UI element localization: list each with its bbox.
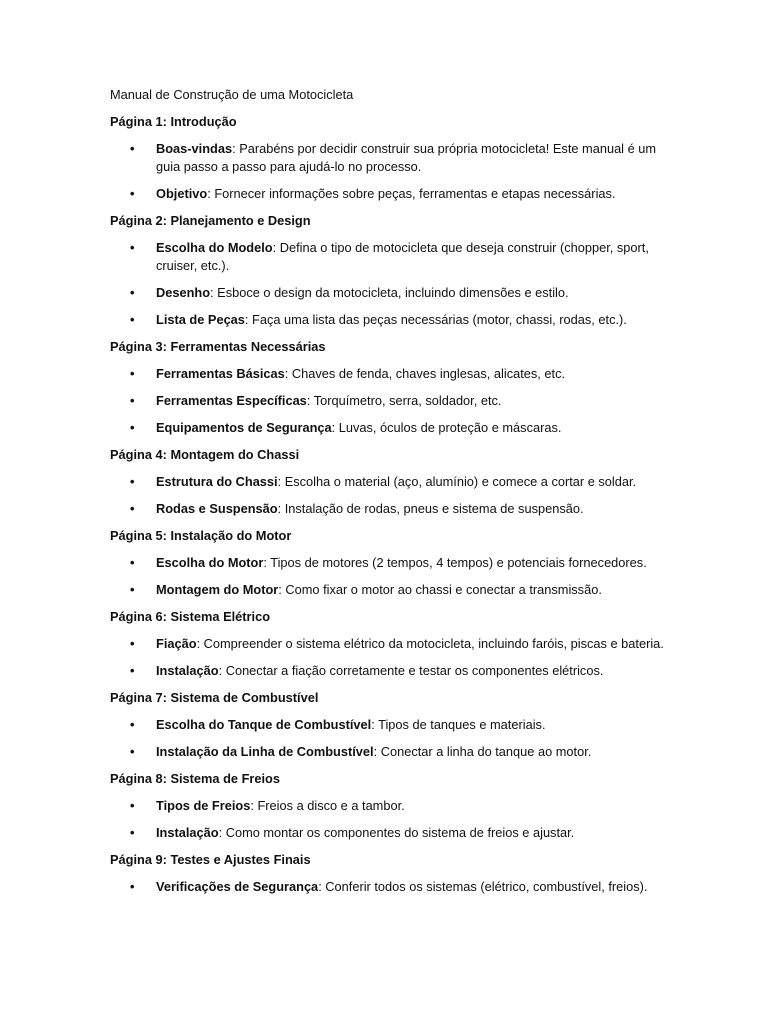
bullet-text: : Conferir todos os sistemas (elétrico, combustível, freios). xyxy=(318,879,648,894)
page-heading: Página 9: Testes e Ajustes Finais xyxy=(110,852,311,867)
bullet-term: Boas-vindas xyxy=(156,141,233,156)
bullet-text: : Escolha o material (aço, alumínio) e comece a cortar e soldar. xyxy=(277,474,637,489)
bullet-icon: • xyxy=(130,285,135,300)
bullet-term: Escolha do Tanque de Combustível xyxy=(156,717,372,732)
list-item xyxy=(110,662,670,680)
bullet-icon: • xyxy=(130,420,135,435)
page-heading: Página 1: Introdução xyxy=(110,114,237,129)
bullet-icon: • xyxy=(130,636,135,651)
bullet-text: : Instalação de rodas, pneus e sistema de suspensão. xyxy=(277,501,584,516)
bullet-term: Verificações de Segurança xyxy=(156,879,319,894)
list-item xyxy=(110,716,670,734)
bullet-term: Fiação xyxy=(156,636,197,651)
document-sections xyxy=(110,113,670,896)
bullet-term: Ferramentas Básicas xyxy=(156,366,285,381)
list-item xyxy=(110,743,670,761)
bullet-term: Rodas e Suspensão xyxy=(156,501,278,516)
list-item xyxy=(110,140,670,176)
list-item xyxy=(110,581,670,599)
document-body xyxy=(110,86,670,905)
page-heading: Página 5: Instalação do Motor xyxy=(110,528,292,543)
bullet-icon: • xyxy=(130,366,135,381)
page-section xyxy=(110,212,670,329)
bullet-list xyxy=(110,365,670,437)
bullet-icon: • xyxy=(130,474,135,489)
bullet-list xyxy=(110,797,670,842)
bullet-list xyxy=(110,239,670,329)
list-item xyxy=(110,824,670,842)
list-item xyxy=(110,392,670,410)
page-section xyxy=(110,338,670,437)
list-item xyxy=(110,419,670,437)
page-heading: Página 2: Planejamento e Design xyxy=(110,213,311,228)
page-heading: Página 8: Sistema de Freios xyxy=(110,771,280,786)
bullet-list xyxy=(110,716,670,761)
page-heading: Página 7: Sistema de Combustível xyxy=(110,690,319,705)
page-heading: Página 3: Ferramentas Necessárias xyxy=(110,339,326,354)
page-section xyxy=(110,608,670,680)
bullet-icon: • xyxy=(130,141,135,156)
bullet-term: Escolha do Modelo xyxy=(156,240,273,255)
bullet-text: : Conectar a linha do tanque ao motor. xyxy=(373,744,592,759)
page-section xyxy=(110,689,670,761)
page-section xyxy=(110,770,670,842)
bullet-list xyxy=(110,878,670,896)
bullet-text: : Conectar a fiação corretamente e testar os componentes elétricos. xyxy=(218,663,604,678)
list-item xyxy=(110,797,670,815)
bullet-text: : Tipos de motores (2 tempos, 4 tempos) e potenciais fornecedores. xyxy=(263,555,647,570)
bullet-term: Escolha do Motor xyxy=(156,555,264,570)
bullet-icon: • xyxy=(130,393,135,408)
bullet-icon: • xyxy=(130,825,135,840)
bullet-term: Ferramentas Específicas xyxy=(156,393,307,408)
bullet-term: Objetivo xyxy=(156,186,208,201)
bullet-icon: • xyxy=(130,186,135,201)
bullet-text: : Luvas, óculos de proteção e máscaras. xyxy=(331,420,562,435)
bullet-text: : Parabéns por decidir construir sua própria motocicleta! Este manual é um guia passo a passo para ajudá-lo no processo. xyxy=(156,141,657,174)
page-section xyxy=(110,446,670,518)
bullet-text: : Freios a disco e a tambor. xyxy=(250,798,405,813)
bullet-icon: • xyxy=(130,240,135,255)
bullet-text: : Como fixar o motor ao chassi e conectar a transmissão. xyxy=(278,582,602,597)
bullet-list xyxy=(110,473,670,518)
list-item xyxy=(110,284,670,302)
bullet-text: : Como montar os componentes do sistema de freios e ajustar. xyxy=(218,825,575,840)
bullet-icon: • xyxy=(130,798,135,813)
bullet-term: Estrutura do Chassi xyxy=(156,474,278,489)
bullet-icon: • xyxy=(130,744,135,759)
bullet-list xyxy=(110,554,670,599)
bullet-icon: • xyxy=(130,879,135,894)
bullet-icon: • xyxy=(130,501,135,516)
bullet-term: Instalação xyxy=(156,663,219,678)
page-heading: Página 6: Sistema Elétrico xyxy=(110,609,271,624)
list-item xyxy=(110,473,670,491)
bullet-icon: • xyxy=(130,312,135,327)
bullet-icon: • xyxy=(130,717,135,732)
list-item xyxy=(110,311,670,329)
bullet-term: Tipos de Freios xyxy=(156,798,251,813)
list-item xyxy=(110,554,670,572)
bullet-list xyxy=(110,140,670,203)
list-item xyxy=(110,185,670,203)
bullet-term: Instalação xyxy=(156,825,219,840)
bullet-text: : Tipos de tanques e materiais. xyxy=(371,717,546,732)
bullet-term: Desenho xyxy=(156,285,211,300)
bullet-icon: • xyxy=(130,555,135,570)
bullet-text: : Defina o tipo de motocicleta que deseja construir (chopper, sport, cruiser, etc.). xyxy=(156,240,649,273)
bullet-icon: • xyxy=(130,663,135,678)
bullet-text: : Faça uma lista das peças necessárias (motor, chassi, rodas, etc.). xyxy=(244,312,627,327)
bullet-list xyxy=(110,635,670,680)
bullet-icon: • xyxy=(130,582,135,597)
bullet-term: Lista de Peças xyxy=(156,312,245,327)
bullet-text: : Chaves de fenda, chaves inglesas, alicates, etc. xyxy=(284,366,566,381)
bullet-term: Montagem do Motor xyxy=(156,582,279,597)
bullet-text: : Compreender o sistema elétrico da motocicleta, incluindo faróis, piscas e bateria. xyxy=(196,636,664,651)
bullet-text: : Esboce o design da motocicleta, incluindo dimensões e estilo. xyxy=(210,285,569,300)
bullet-term: Equipamentos de Segurança xyxy=(156,420,332,435)
page-section xyxy=(110,113,670,203)
document-title: Manual de Construção de uma Motocicleta xyxy=(110,87,354,102)
list-item xyxy=(110,239,670,275)
page-heading: Página 4: Montagem do Chassi xyxy=(110,447,300,462)
list-item xyxy=(110,365,670,383)
bullet-term: Instalação da Linha de Combustível xyxy=(156,744,374,759)
list-item xyxy=(110,635,670,653)
bullet-text: : Fornecer informações sobre peças, ferramentas e etapas necessárias. xyxy=(207,186,616,201)
bullet-text: : Torquímetro, serra, soldador, etc. xyxy=(306,393,502,408)
list-item xyxy=(110,500,670,518)
page-section xyxy=(110,851,670,896)
page-section xyxy=(110,527,670,599)
list-item xyxy=(110,878,670,896)
